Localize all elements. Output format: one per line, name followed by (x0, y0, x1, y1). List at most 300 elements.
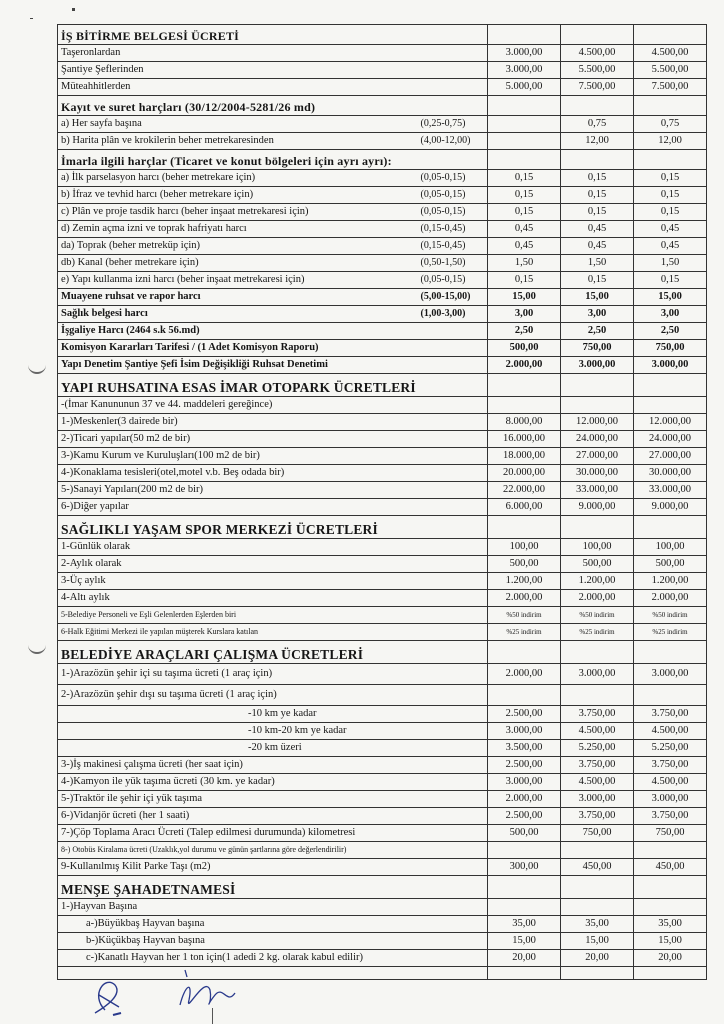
empty-cell (488, 150, 561, 170)
fee-value-3: 0,15 (634, 187, 707, 204)
fee-range (418, 431, 488, 448)
fee-row (58, 499, 707, 516)
fee-value-3: 20,00 (634, 950, 707, 967)
fee-value-1: 0,15 (488, 204, 561, 221)
fee-value-2 (561, 685, 634, 706)
fee-value-1: 22.000,00 (488, 482, 561, 499)
fee-range (418, 664, 488, 685)
fee-range (418, 357, 488, 374)
section-title: BELEDİYE ARAÇLARI ÇALIŞMA ÜCRETLERİ (58, 641, 488, 664)
fee-value-3: 3.000,00 (634, 791, 707, 808)
fee-row (58, 791, 707, 808)
punch-hole-mark (28, 362, 46, 374)
fee-value-2: %50 indirim (561, 607, 634, 624)
fee-value-2: 12.000,00 (561, 414, 634, 431)
fee-range (418, 45, 488, 62)
fee-range (418, 624, 488, 641)
fee-description: 1-)Arazözün şehir içi su taşıma ücreti (1 araç için) (58, 664, 418, 685)
fee-value-3: 4.500,00 (634, 774, 707, 791)
fee-range: (4,00-12,00) (418, 133, 488, 150)
fee-value-2: 3.000,00 (561, 791, 634, 808)
fee-range (418, 397, 488, 414)
fee-value-1: 2.000,00 (488, 357, 561, 374)
fee-value-3: 450,00 (634, 859, 707, 876)
fee-value-1: 0,15 (488, 187, 561, 204)
fee-value-1: 2.000,00 (488, 664, 561, 685)
fee-range (418, 323, 488, 340)
fee-range (418, 448, 488, 465)
fee-value-2: 0,15 (561, 170, 634, 187)
fee-value-3: %50 indirim (634, 607, 707, 624)
fee-value-1: 15,00 (488, 289, 561, 306)
fee-value-1: 20.000,00 (488, 465, 561, 482)
fee-range (418, 842, 488, 859)
empty-cell (634, 25, 707, 45)
fee-value-1: %25 indirim (488, 624, 561, 641)
fee-row (58, 397, 707, 414)
fee-range: (0,05-0,15) (418, 204, 488, 221)
fee-value-2: 4.500,00 (561, 45, 634, 62)
punch-hole-mark (28, 642, 46, 654)
fee-row (58, 431, 707, 448)
section-header-row (58, 150, 707, 170)
fee-value-2: 33.000,00 (561, 482, 634, 499)
fee-value-3: 33.000,00 (634, 482, 707, 499)
fee-value-1: 1.200,00 (488, 573, 561, 590)
section-title: İŞ BİTİRME BELGESİ ÜCRETİ (58, 25, 488, 45)
fee-value-1: 0,45 (488, 238, 561, 255)
fee-value-1: 8.000,00 (488, 414, 561, 431)
fee-description: e) Yapı kullanma izni harcı (beher inşaat metrekaresi için) (58, 272, 418, 289)
fee-value-1: 3.000,00 (488, 723, 561, 740)
fee-value-3: 100,00 (634, 539, 707, 556)
fee-value-2 (561, 899, 634, 916)
fee-value-1: 2.000,00 (488, 791, 561, 808)
fee-value-3: 7.500,00 (634, 79, 707, 96)
empty-cell (488, 374, 561, 397)
fee-description: -10 km ye kadar (58, 706, 418, 723)
fee-description: 2-)Arazözün şehir dışı su taşıma ücreti (1 araç için) (58, 685, 418, 706)
empty-cell (634, 641, 707, 664)
fee-row (58, 573, 707, 590)
fee-row (58, 556, 707, 573)
fee-value-3 (634, 842, 707, 859)
fee-description: c) Plân ve proje tasdik harcı (beher inşaat metrekaresi için) (58, 204, 418, 221)
fee-row (58, 899, 707, 916)
fee-range (418, 899, 488, 916)
section-header-row (58, 96, 707, 116)
fee-description: a) İlk parselasyon harcı (beher metrekare için) (58, 170, 418, 187)
fee-range (418, 757, 488, 774)
section-title: İmarla ilgili harçlar (Ticaret ve konut bölgeleri için ayrı ayrı): (58, 150, 488, 170)
empty-cell (634, 96, 707, 116)
fee-value-2: 750,00 (561, 825, 634, 842)
fee-value-2: 9.000,00 (561, 499, 634, 516)
fee-row (58, 916, 707, 933)
fee-value-1: 3,00 (488, 306, 561, 323)
fee-row (58, 170, 707, 187)
section-header-row (58, 25, 707, 45)
empty-cell (634, 374, 707, 397)
fee-range (418, 740, 488, 757)
fee-value-1: 2.000,00 (488, 590, 561, 607)
fee-value-1: 35,00 (488, 916, 561, 933)
fee-value-2: 3,00 (561, 306, 634, 323)
fee-value-3: 9.000,00 (634, 499, 707, 516)
fee-range: (0,50-1,50) (418, 255, 488, 272)
fee-row (58, 323, 707, 340)
section-header-row (58, 516, 707, 539)
fee-value-2: 20,00 (561, 950, 634, 967)
fee-row (58, 825, 707, 842)
fee-description: 3-)İş makinesi çalışma ücreti (her saat için) (58, 757, 418, 774)
fee-value-2: 15,00 (561, 933, 634, 950)
empty-cell (634, 516, 707, 539)
fee-description: Müteahhitlerden (58, 79, 418, 96)
fee-value-2: 0,15 (561, 187, 634, 204)
fee-range: (0,05-0,15) (418, 187, 488, 204)
fee-value-3 (634, 397, 707, 414)
fee-range (418, 499, 488, 516)
fee-description: b) Harita plân ve krokilerin beher metrekaresinden (58, 133, 418, 150)
fee-description: 5-Belediye Personeli ve Eşli Gelenlerden Eşlerden biri (58, 607, 418, 624)
fee-description: Sağlık belgesi harcı (58, 306, 418, 323)
fee-value-3: 12,00 (634, 133, 707, 150)
fee-row (58, 808, 707, 825)
fee-value-2: 15,00 (561, 289, 634, 306)
fee-value-1: 3.500,00 (488, 740, 561, 757)
fee-value-3: 0,15 (634, 170, 707, 187)
fee-value-2: %25 indirim (561, 624, 634, 641)
fee-value-1 (488, 397, 561, 414)
fee-value-2: 35,00 (561, 916, 634, 933)
fee-value-1 (488, 842, 561, 859)
fee-description: a) Her sayfa başına (58, 116, 418, 133)
fee-description: 1-Günlük olarak (58, 539, 418, 556)
fee-range: (0,05-0,15) (418, 170, 488, 187)
fee-value-3: 24.000,00 (634, 431, 707, 448)
section-title: SAĞLIKLI YAŞAM SPOR MERKEZİ ÜCRETLERİ (58, 516, 488, 539)
fee-value-3: 27.000,00 (634, 448, 707, 465)
fee-value-1: 2,50 (488, 323, 561, 340)
fee-value-2: 5.250,00 (561, 740, 634, 757)
fee-description: 3-Üç aylık (58, 573, 418, 590)
fee-row (58, 204, 707, 221)
fee-value-1: %50 indirim (488, 607, 561, 624)
fee-row (58, 465, 707, 482)
fee-value-1: 0,15 (488, 170, 561, 187)
fee-value-1: 2.500,00 (488, 706, 561, 723)
fee-description: 4-)Kamyon ile yük taşıma ücreti (30 km. ye kadar) (58, 774, 418, 791)
fee-row (58, 842, 707, 859)
fee-value-2: 100,00 (561, 539, 634, 556)
fee-value-1: 16.000,00 (488, 431, 561, 448)
fee-value-2 (561, 397, 634, 414)
fee-range (418, 62, 488, 79)
fee-value-3: 3.750,00 (634, 808, 707, 825)
fee-value-3: 0,45 (634, 238, 707, 255)
fee-value-2: 24.000,00 (561, 431, 634, 448)
fee-value-2: 3.750,00 (561, 757, 634, 774)
empty-cell (561, 516, 634, 539)
fee-value-1: 6.000,00 (488, 499, 561, 516)
fee-row (58, 133, 707, 150)
fee-description: Muayene ruhsat ve rapor harcı (58, 289, 418, 306)
fee-description: Komisyon Kararları Tarifesi / (1 Adet Komisyon Raporu) (58, 340, 418, 357)
fee-value-2: 4.500,00 (561, 723, 634, 740)
fee-value-2: 2.000,00 (561, 590, 634, 607)
fee-row (58, 187, 707, 204)
empty-cell (488, 641, 561, 664)
fee-value-1: 100,00 (488, 539, 561, 556)
fee-range: (5,00-15,00) (418, 289, 488, 306)
fee-description: -20 km üzeri (58, 740, 418, 757)
fee-value-3: 3.000,00 (634, 357, 707, 374)
fee-row (58, 740, 707, 757)
fee-row (58, 340, 707, 357)
fee-range (418, 706, 488, 723)
fee-value-2: 7.500,00 (561, 79, 634, 96)
fee-value-2: 3.750,00 (561, 706, 634, 723)
fee-range (418, 723, 488, 740)
fee-value-3 (634, 685, 707, 706)
fee-row (58, 685, 707, 706)
fee-description: 8-) Otobüs Kiralama ücreti (Uzaklık,yol durumu ve günün şartlarına göre değerlendirilir) (58, 842, 418, 859)
fee-row (58, 357, 707, 374)
fee-description: 1-)Hayvan Başına (58, 899, 418, 916)
fee-table-body (58, 25, 707, 980)
fee-row (58, 482, 707, 499)
fee-description: 5-)Sanayi Yapıları(200 m2 de bir) (58, 482, 418, 499)
fee-row (58, 859, 707, 876)
fee-description: d) Zemin açma izni ve toprak hafriyatı harcı (58, 221, 418, 238)
fee-row (58, 289, 707, 306)
fee-value-2: 2,50 (561, 323, 634, 340)
fee-value-1: 2.500,00 (488, 808, 561, 825)
empty-cell (488, 516, 561, 539)
empty-cell (488, 967, 561, 980)
fee-range (418, 482, 488, 499)
fee-row (58, 723, 707, 740)
fee-description: 1-)Meskenler(3 dairede bir) (58, 414, 418, 431)
fee-row (58, 448, 707, 465)
fee-description: 2-)Ticari yapılar(50 m2 de bir) (58, 431, 418, 448)
fee-value-2: 0,45 (561, 238, 634, 255)
fee-value-2: 12,00 (561, 133, 634, 150)
fee-description: b) İfraz ve tevhid harcı (beher metrekare için) (58, 187, 418, 204)
fee-value-2: 0,45 (561, 221, 634, 238)
fee-description: 2-Aylık olarak (58, 556, 418, 573)
fee-value-3: 35,00 (634, 916, 707, 933)
fee-description: 6-)Vidanjör ücreti (her 1 saati) (58, 808, 418, 825)
section-header-row (58, 374, 707, 397)
fee-value-3: 1.200,00 (634, 573, 707, 590)
fee-value-1: 2.500,00 (488, 757, 561, 774)
fee-description: 5-)Traktör ile şehir içi yük taşıma (58, 791, 418, 808)
fee-value-3: %25 indirim (634, 624, 707, 641)
fee-description: 6-Halk Eğitimi Merkezi ile yapılan müşterek Kurslara katılan (58, 624, 418, 641)
fee-range (418, 556, 488, 573)
fee-description: -10 km-20 km ye kadar (58, 723, 418, 740)
fee-value-2: 3.750,00 (561, 808, 634, 825)
empty-cell (561, 96, 634, 116)
fee-description: 3-)Kamu Kurum ve Kuruluşları(100 m2 de bir) (58, 448, 418, 465)
fee-value-3: 0,45 (634, 221, 707, 238)
fee-row (58, 414, 707, 431)
fee-value-3: 3.750,00 (634, 757, 707, 774)
fee-range (418, 573, 488, 590)
fee-range: (0,15-0,45) (418, 238, 488, 255)
fee-value-1: 5.000,00 (488, 79, 561, 96)
fee-value-1: 500,00 (488, 556, 561, 573)
fee-range: (1,00-3,00) (418, 306, 488, 323)
fee-value-2: 5.500,00 (561, 62, 634, 79)
fee-value-3: 500,00 (634, 556, 707, 573)
fee-value-3: 2.000,00 (634, 590, 707, 607)
fee-value-1: 300,00 (488, 859, 561, 876)
fee-value-2: 450,00 (561, 859, 634, 876)
fee-description: c-)Kanatlı Hayvan her 1 ton için(1 adedi 2 kg. olarak kabul edilir) (58, 950, 418, 967)
fee-value-1: 0,45 (488, 221, 561, 238)
handwritten-signature (85, 965, 285, 1020)
empty-cell (561, 967, 634, 980)
empty-cell (634, 876, 707, 899)
fee-description: db) Kanal (beher metrekare için) (58, 255, 418, 272)
empty-cell (561, 641, 634, 664)
fee-value-2 (561, 842, 634, 859)
fee-value-1: 3.000,00 (488, 62, 561, 79)
empty-cell (488, 876, 561, 899)
empty-cell (561, 150, 634, 170)
fee-row (58, 79, 707, 96)
fee-value-2: 3.000,00 (561, 664, 634, 685)
fee-value-3: 30.000,00 (634, 465, 707, 482)
fee-value-1: 18.000,00 (488, 448, 561, 465)
fee-value-1: 20,00 (488, 950, 561, 967)
fee-description: da) Toprak (beher metreküp için) (58, 238, 418, 255)
fee-range: (0,15-0,45) (418, 221, 488, 238)
fee-value-2: 0,15 (561, 204, 634, 221)
fee-description: 7-)Çöp Toplama Aracı Ücreti (Talep edilmesi durumunda) kilometresi (58, 825, 418, 842)
fee-range (418, 933, 488, 950)
fee-value-1: 3.000,00 (488, 774, 561, 791)
fee-value-1 (488, 685, 561, 706)
fee-value-3: 3,00 (634, 306, 707, 323)
fee-value-3: 0,15 (634, 272, 707, 289)
empty-cell (561, 25, 634, 45)
fee-value-1: 500,00 (488, 340, 561, 357)
fee-value-3: 3.000,00 (634, 664, 707, 685)
fee-value-3: 0,75 (634, 116, 707, 133)
fee-description: a-)Büyükbaş Hayvan başına (58, 916, 418, 933)
fee-value-2: 0,15 (561, 272, 634, 289)
fee-value-1 (488, 899, 561, 916)
fee-description: 4-)Konaklama tesisleri(otel,motel v.b. Beş odada bir) (58, 465, 418, 482)
fee-value-3: 5.250,00 (634, 740, 707, 757)
fee-range (418, 950, 488, 967)
fee-row (58, 664, 707, 685)
fee-range (418, 340, 488, 357)
fee-value-2: 1.200,00 (561, 573, 634, 590)
fee-value-2: 30.000,00 (561, 465, 634, 482)
fee-value-3: 1,50 (634, 255, 707, 272)
fee-value-3: 15,00 (634, 289, 707, 306)
fee-range (418, 859, 488, 876)
fee-range (418, 607, 488, 624)
fee-range (418, 539, 488, 556)
fee-range: (0,05-0,15) (418, 272, 488, 289)
empty-cell (561, 876, 634, 899)
fee-value-3: 0,15 (634, 204, 707, 221)
fee-range (418, 465, 488, 482)
fee-value-1: 0,15 (488, 272, 561, 289)
scan-speck (30, 18, 33, 19)
section-title: MENŞE ŞAHADETNAMESİ (58, 876, 488, 899)
fee-value-3: 12.000,00 (634, 414, 707, 431)
fee-description: Taşeronlardan (58, 45, 418, 62)
fee-range: (0,25-0,75) (418, 116, 488, 133)
fee-value-3: 2,50 (634, 323, 707, 340)
empty-cell (561, 374, 634, 397)
fee-range (418, 825, 488, 842)
fee-range (418, 685, 488, 706)
fee-row (58, 45, 707, 62)
fee-description: 9-Kullanılmış Kilit Parke Taşı (m2) (58, 859, 418, 876)
fee-row (58, 221, 707, 238)
fee-value-2: 27.000,00 (561, 448, 634, 465)
fee-value-3 (634, 899, 707, 916)
fee-range (418, 79, 488, 96)
fee-value-2: 3.000,00 (561, 357, 634, 374)
fee-value-1 (488, 133, 561, 150)
fee-value-3: 15,00 (634, 933, 707, 950)
fee-row (58, 238, 707, 255)
fee-range (418, 774, 488, 791)
fee-row (58, 255, 707, 272)
fee-value-3: 4.500,00 (634, 45, 707, 62)
empty-cell (488, 25, 561, 45)
empty-cell (634, 150, 707, 170)
fee-row (58, 757, 707, 774)
fee-range (418, 791, 488, 808)
fee-value-1: 3.000,00 (488, 45, 561, 62)
fee-description: Şantiye Şeflerinden (58, 62, 418, 79)
fee-value-2: 4.500,00 (561, 774, 634, 791)
fee-value-3: 5.500,00 (634, 62, 707, 79)
fee-value-3: 4.500,00 (634, 723, 707, 740)
fee-description: b-)Küçükbaş Hayvan başına (58, 933, 418, 950)
fee-description: İşgaliye Harcı (2464 s.k 56.md) (58, 323, 418, 340)
fee-range (418, 590, 488, 607)
fee-row (58, 590, 707, 607)
fee-row (58, 706, 707, 723)
fee-range (418, 808, 488, 825)
fee-row (58, 933, 707, 950)
fee-value-1 (488, 116, 561, 133)
section-header-row (58, 876, 707, 899)
section-title: Kayıt ve suret harçları (30/12/2004-5281/26 md) (58, 96, 488, 116)
fee-row (58, 624, 707, 641)
fee-value-1: 500,00 (488, 825, 561, 842)
fee-range (418, 414, 488, 431)
fee-row (58, 272, 707, 289)
fee-description: 4-Altı aylık (58, 590, 418, 607)
fee-description: 6-)Diğer yapılar (58, 499, 418, 516)
fee-row (58, 306, 707, 323)
empty-cell (488, 96, 561, 116)
fee-value-2: 750,00 (561, 340, 634, 357)
fee-row (58, 539, 707, 556)
